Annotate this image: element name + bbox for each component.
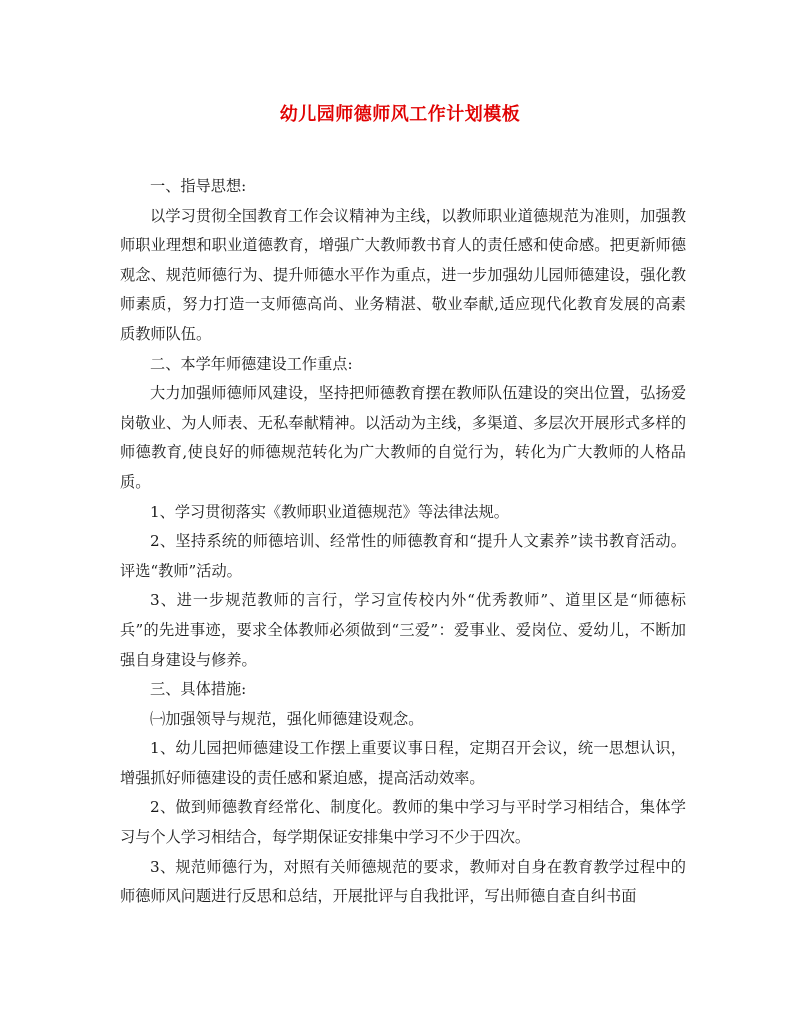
measure-item-3: 3、规范师德行为，对照有关师德规范的要求，教师对自身在教育教学过程中的师德师风问题进行反思和总结，开展批评与自我批评，写出师德自查自纠书面 [120,857,686,906]
measure-item-2: 2、做到师德教育经常化、制度化。教师的集中学习与平时学习相结合，集体学习与个人学习相结合，每学期保证安排集中学习不少于四次。 [120,798,686,847]
list-item-3: 3、进一步规范教师的言行，学习宣传校内外“优秀教师”、道里区是“师德标兵”的先进事迹，要求全体教师必须做到“三爱”：爱事业、爱岗位、爱幼儿，不断加强自身建设与修养。 [120,591,686,669]
section-heading-guiding-ideology: 一、指导思想: [150,177,247,195]
section-heading-key-points: 二、本学年师德建设工作重点: [150,354,353,373]
subheading-leadership: ㈠加强领导与规范，强化师德建设观念。 [150,709,424,728]
paragraph-key-points: 大力加强师德师风建设，坚持把师德教育摆在教师队伍建设的突出位置，弘扬爱岗敬业、为人师表、无私奉献精神。以活动为主线，多渠道、多层次开展形式多样的师德教育,使良好的师德规范转化为广大教师的自觉行为，转化为广大教师的人格品质。 [120,384,686,491]
measure-item-1: 1、幼儿园把师德建设工作摆上重要议事日程，定期召开会议，统一思想认识，增强抓好师德建设的责任感和紧迫感，提高活动效率。 [120,739,686,787]
list-item-1: 1、学习贯彻落实《教师职业道德规范》等法律法规。 [150,502,509,521]
section-heading-measures: 三、具体措施: [150,680,247,699]
document-body [120,172,686,912]
list-item-2: 2、坚持系统的师德培训、经常性的师德教育和“提升人文素养”读书教育活动。评选“教师”活动。 [120,532,686,580]
document-title: 幼儿园师德师风工作计划模板 [279,104,521,125]
paragraph-guiding-ideology: 以学习贯彻全国教育工作会议精神为主线，以教师职业道德规范为准则，加强教师职业理想和职业道德教育，增强广大教师教书育人的责任感和使命感。把更新师德观念、规范师德行为、提升师德水平作为重点，进一步加强幼儿园师德建设，强化教师素质，努力打造一支师德高尚、业务精湛、敬业奉献,适应现代化教育发展的高素质教师队伍。 [120,206,686,343]
